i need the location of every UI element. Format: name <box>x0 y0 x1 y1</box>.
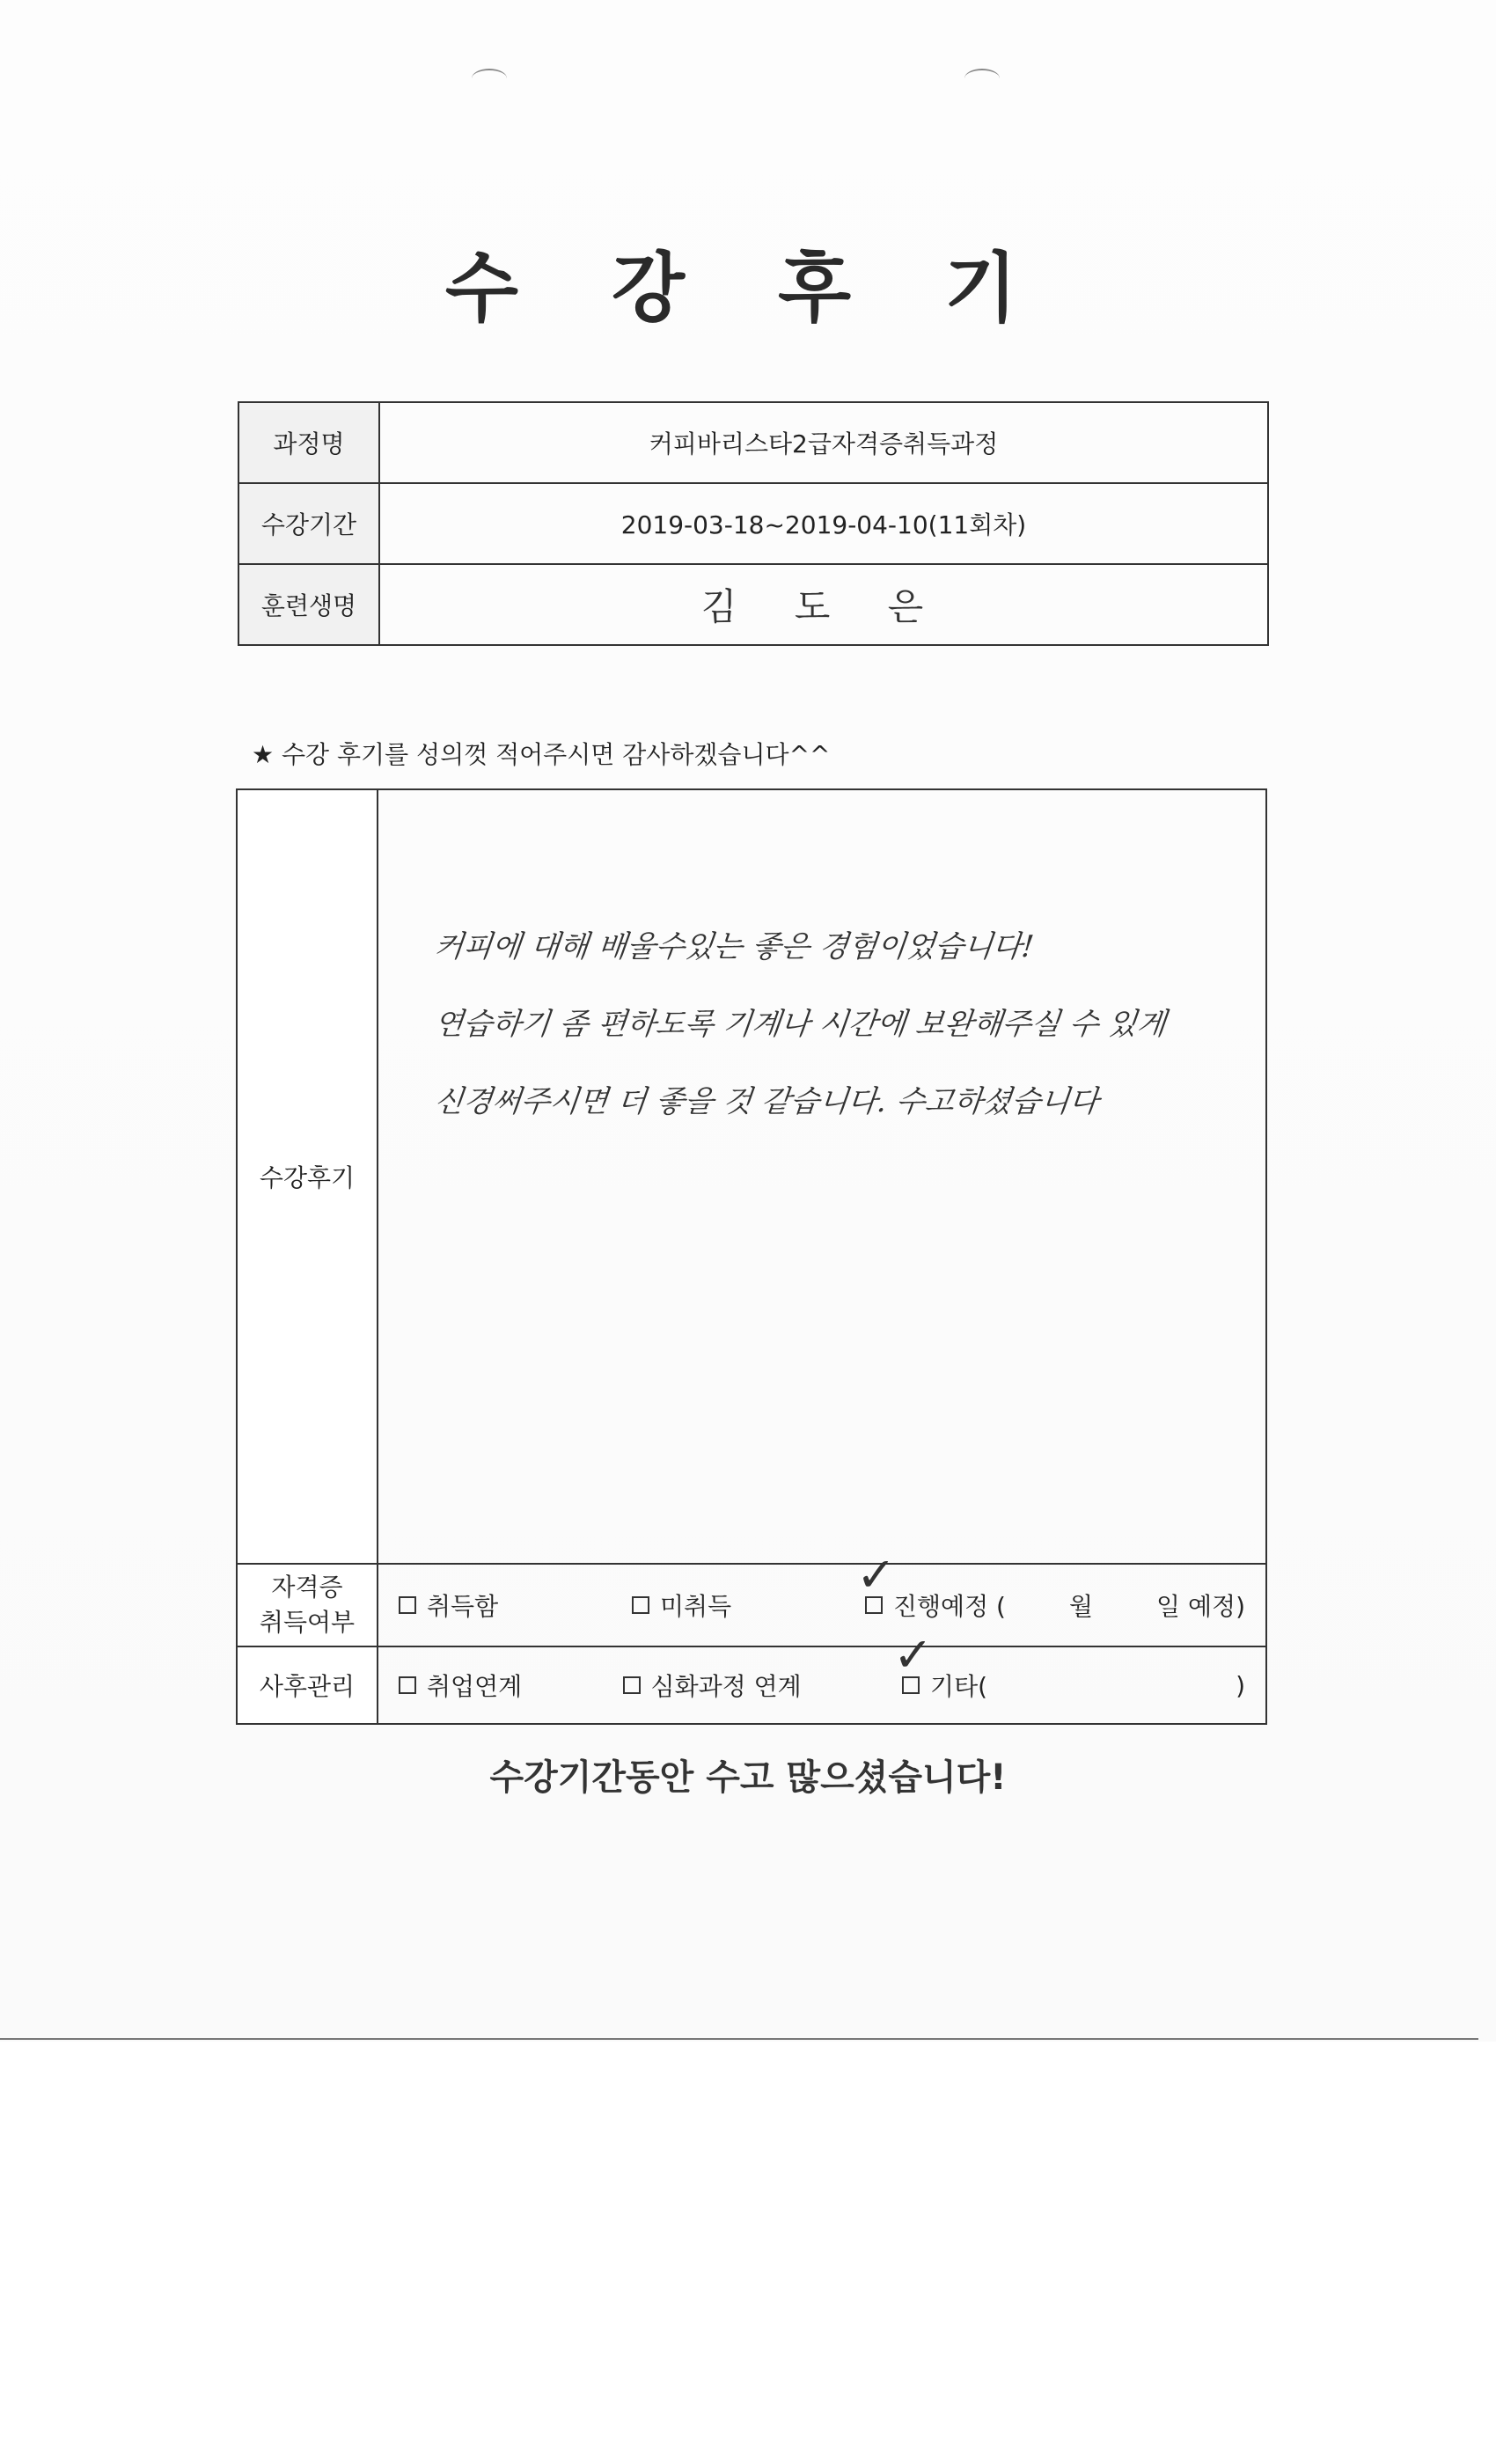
table-row <box>237 1646 1266 1724</box>
after-label: 사후관리 <box>237 1646 378 1724</box>
page-divider <box>0 2038 1478 2040</box>
day-label: 일 예정) <box>1156 1592 1245 1621</box>
checkbox-icon[interactable] <box>399 1676 416 1694</box>
option-label: 미취득 <box>659 1592 732 1621</box>
cert-label-line1: 자격증 <box>271 1573 343 1602</box>
page-title: 수 강 후 기 <box>444 245 1052 333</box>
option-other[interactable] <box>893 1627 1245 1703</box>
trainee-value <box>379 564 1268 645</box>
review-table <box>236 788 1267 1725</box>
review-line-2: 연습하기 좀 편하도록 기계나 시간에 보완해주실 수 있게 <box>432 1007 1168 1042</box>
period-value: 2019-03-18~2019-04-10(11회차) <box>379 483 1268 564</box>
after-options <box>378 1627 1266 1724</box>
table-row <box>238 402 1268 483</box>
info-table <box>238 401 1269 646</box>
cert-options <box>378 1547 1266 1646</box>
period-label: 수강기간 <box>238 483 379 564</box>
table-row <box>237 789 1266 1564</box>
option-close-paren: ) <box>1236 1670 1245 1700</box>
cert-label-line2: 취득여부 <box>259 1608 356 1637</box>
trainee-name-handwritten: 김 도 은 <box>700 585 947 628</box>
course-value: 커피바리스타2급자격증취득과정 <box>379 402 1268 483</box>
checkbox-icon[interactable] <box>399 1596 416 1614</box>
checkbox-icon[interactable] <box>623 1676 641 1694</box>
option-label: 취득함 <box>427 1592 499 1621</box>
option-in-progress[interactable] <box>855 1547 1245 1623</box>
closing-message: 수강기간동안 수고 많으셨습니다! <box>489 1757 1007 1798</box>
punch-hole-left <box>472 69 507 88</box>
option-not-acquired[interactable] <box>632 1588 731 1623</box>
review-line-1: 커피에 대해 배울수있는 좋은 경험이었습니다! <box>432 929 1036 964</box>
check-mark-icon: ✓ <box>855 1547 897 1602</box>
review-label: 수강후기 <box>237 789 378 1564</box>
option-label: 심화과정 연계 <box>650 1672 802 1701</box>
option-advanced-course[interactable] <box>623 1668 802 1703</box>
review-body[interactable] <box>378 789 1266 1564</box>
option-job-link[interactable] <box>399 1668 522 1703</box>
table-row <box>238 564 1268 645</box>
checkbox-icon[interactable] <box>632 1596 649 1614</box>
punch-hole-right <box>964 69 1000 88</box>
review-line-3: 신경써주시면 더 좋을 것 같습니다. 수고하셨습니다 <box>432 1084 1101 1119</box>
option-label: 기타( <box>930 1672 988 1701</box>
cert-label <box>237 1564 378 1646</box>
table-row <box>238 483 1268 564</box>
course-label: 과정명 <box>238 402 379 483</box>
trainee-label: 훈련생명 <box>238 564 379 645</box>
option-acquired[interactable] <box>399 1588 498 1623</box>
option-label: 취업연계 <box>427 1672 523 1701</box>
table-row <box>237 1564 1266 1646</box>
option-label: 진행예정 ( <box>892 1592 1006 1621</box>
instruction-note: ★ 수강 후기를 성의껏 적어주시면 감사하겠습니다^^ <box>252 740 831 769</box>
check-mark-icon: ✓ <box>893 1627 934 1683</box>
month-label: 월 <box>1068 1592 1094 1621</box>
